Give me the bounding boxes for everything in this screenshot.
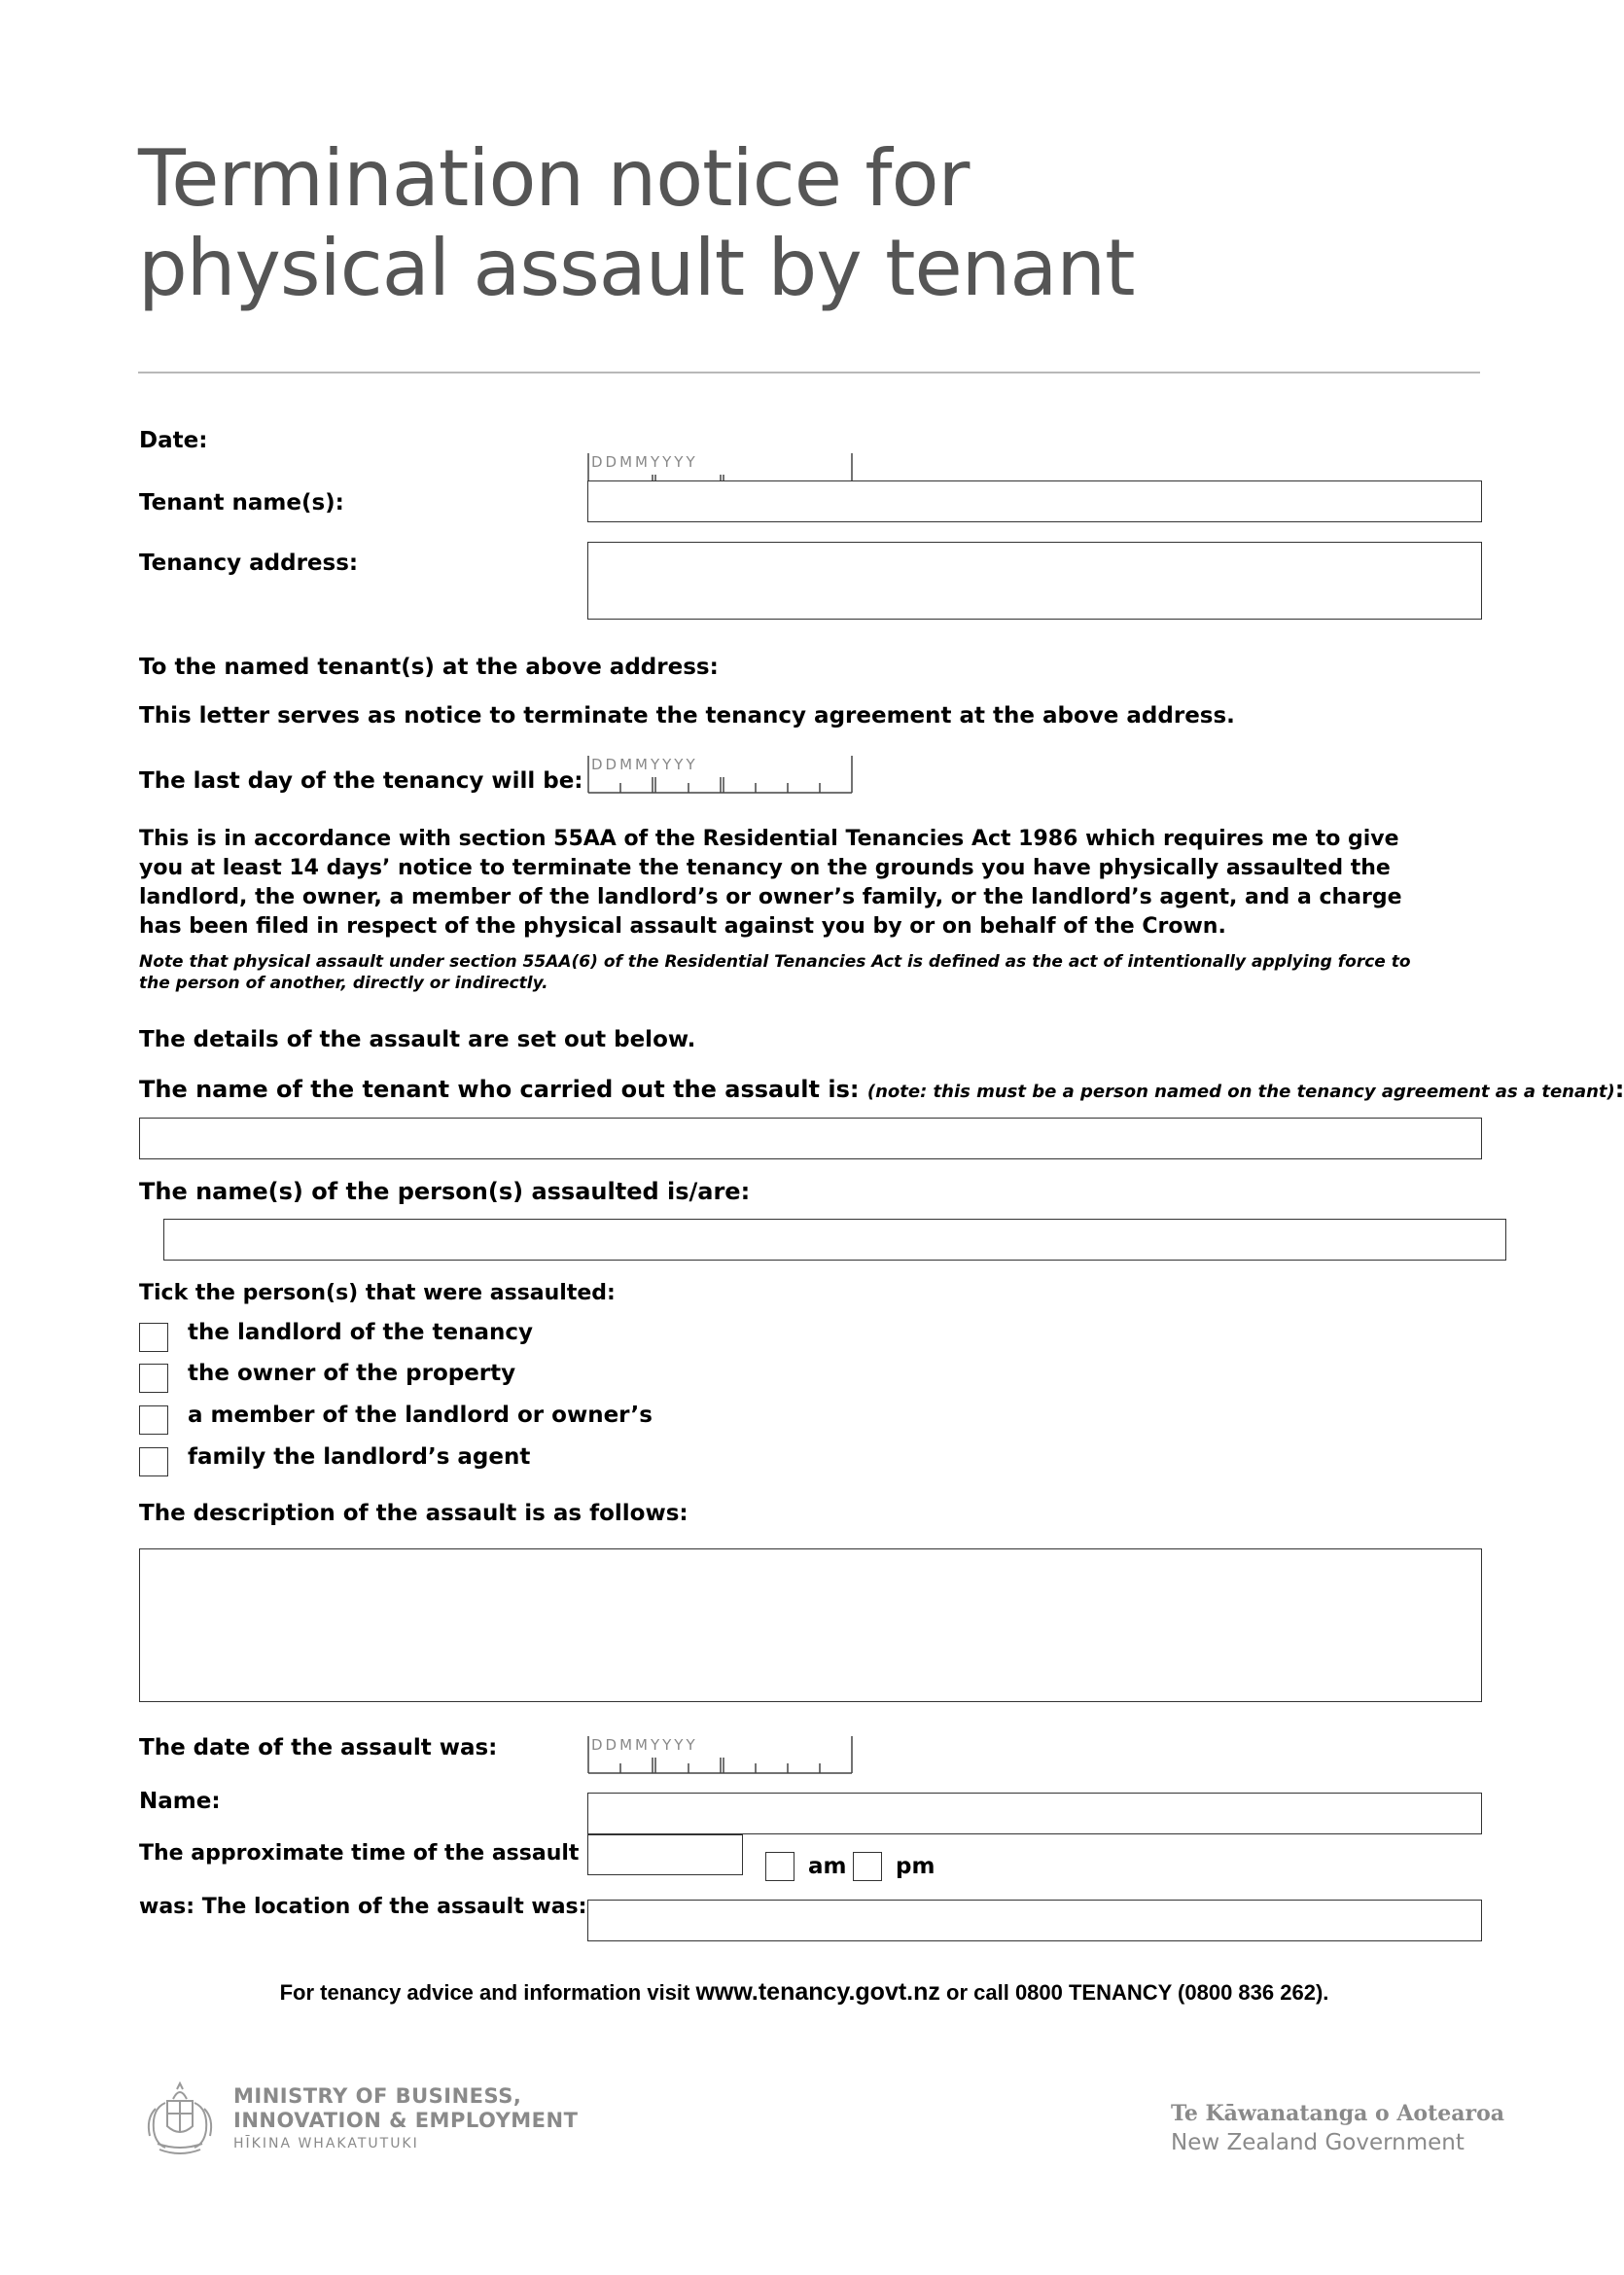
tenancy-address-field[interactable]	[587, 542, 1482, 620]
gov-line1: Te Kāwanatanga o Aotearoa	[1171, 2101, 1505, 2126]
pm-label: pm	[896, 1854, 936, 1879]
checkbox-family-member-label: a member of the landlord or owner’s	[188, 1403, 653, 1428]
mbie-line2: INNOVATION & EMPLOYMENT	[233, 2109, 579, 2132]
checkbox-family-member[interactable]	[139, 1405, 168, 1435]
checkbox-landlord-label: the landlord of the tenancy	[188, 1320, 533, 1345]
page-title-line2: physical assault by tenant	[138, 223, 1135, 313]
pm-checkbox[interactable]	[853, 1852, 882, 1881]
advice-prefix: For tenancy advice and information visit	[279, 1980, 696, 2005]
time-field[interactable]	[587, 1834, 743, 1875]
tenancy-address-label: Tenancy address:	[139, 551, 359, 576]
notice-statement: This letter serves as notice to terminate the tenancy agreement at the above address.	[139, 703, 1235, 729]
date-placeholder: DDMMYYYY	[591, 453, 698, 471]
date-label: Date:	[139, 428, 208, 453]
mbie-line1: MINISTRY OF BUSINESS,	[233, 2084, 522, 2108]
tenancy-website-link[interactable]: www.tenancy.govt.nz	[695, 1978, 940, 2006]
title-divider	[138, 372, 1480, 373]
time-label: The approximate time of the assault	[139, 1841, 580, 1866]
assault-date-label: The date of the assault was:	[139, 1735, 498, 1760]
date-boxes	[587, 756, 856, 797]
nz-coat-of-arms-icon	[138, 2079, 222, 2157]
advice-suffix: or call 0800 TENANCY (0800 836 262).	[939, 1980, 1329, 2005]
page-title-line1: Termination notice for	[138, 133, 970, 224]
mbie-logo-text	[233, 2084, 578, 2154]
tenant-assault-label: The name of the tenant who carried out the assault is:	[139, 1076, 860, 1103]
assault-date-field[interactable]	[587, 1736, 854, 1775]
persons-assaulted-label: The name(s) of the person(s) assaulted is/are:	[139, 1178, 751, 1205]
to-named-tenants: To the named tenant(s) at the above address:	[139, 655, 719, 680]
tick-label: Tick the person(s) that were assaulted:	[139, 1281, 616, 1305]
tenant-assault-colon: :	[1614, 1076, 1624, 1103]
nz-government-logo	[1171, 2099, 1504, 2157]
details-heading: The details of the assault are set out below.	[139, 1027, 696, 1052]
name-label: Name:	[139, 1789, 221, 1814]
am-label: am	[808, 1854, 847, 1879]
mbie-line3: HĪKINA WHAKATUTUKI	[233, 2136, 419, 2151]
accordance-paragraph: This is in accordance with section 55AA of the Residential Tenancies Act 1986 which requires me to give you at least 14 days’ notice to terminate the tenancy on the grounds you have physically assaulted the landlord, the owner, a member of the landlord’s or owner’s family, or the landlord’s agent, and a charge has been filed in respect of the physical assault against you by or on behalf of the Crown.	[139, 827, 1402, 939]
last-day-date-placeholder: DDMMYYYY	[591, 756, 698, 773]
checkbox-agent[interactable]	[139, 1447, 168, 1476]
description-field[interactable]	[139, 1548, 1482, 1702]
name-field[interactable]	[587, 1793, 1482, 1834]
location-label: was: The location of the assault was:	[139, 1895, 587, 1919]
tenant-assault-field[interactable]	[139, 1118, 1482, 1159]
tenant-assault-note: (note: this must be a person named on the tenancy agreement as a tenant)	[866, 1082, 1615, 1102]
last-day-label: The last day of the tenancy will be:	[139, 768, 583, 794]
persons-assaulted-field[interactable]	[163, 1219, 1506, 1261]
page-title	[138, 134, 1134, 313]
date-boxes	[587, 1736, 856, 1777]
am-checkbox[interactable]	[765, 1852, 794, 1881]
tenant-names-label: Tenant name(s):	[139, 490, 344, 515]
gov-line2: New Zealand Government	[1171, 2130, 1465, 2155]
advice-line	[0, 1978, 1608, 2007]
description-label: The description of the assault is as follows:	[139, 1501, 688, 1526]
last-day-date-field[interactable]	[587, 756, 854, 795]
assault-date-placeholder: DDMMYYYY	[591, 1736, 698, 1754]
checkbox-owner[interactable]	[139, 1364, 168, 1393]
checkbox-landlord[interactable]	[139, 1323, 168, 1352]
location-field[interactable]	[587, 1900, 1482, 1941]
checkbox-agent-label: family the landlord’s agent	[188, 1444, 531, 1470]
tenant-names-field[interactable]	[587, 480, 1482, 522]
checkbox-owner-label: the owner of the property	[188, 1361, 516, 1386]
definition-note: Note that physical assault under section 55AA(6) of the Residential Tenancies Act is defined as the act of intentionally applying force to the person of another, directly or indirectly.	[139, 952, 1411, 993]
tenant-assault-line	[139, 1076, 1624, 1103]
